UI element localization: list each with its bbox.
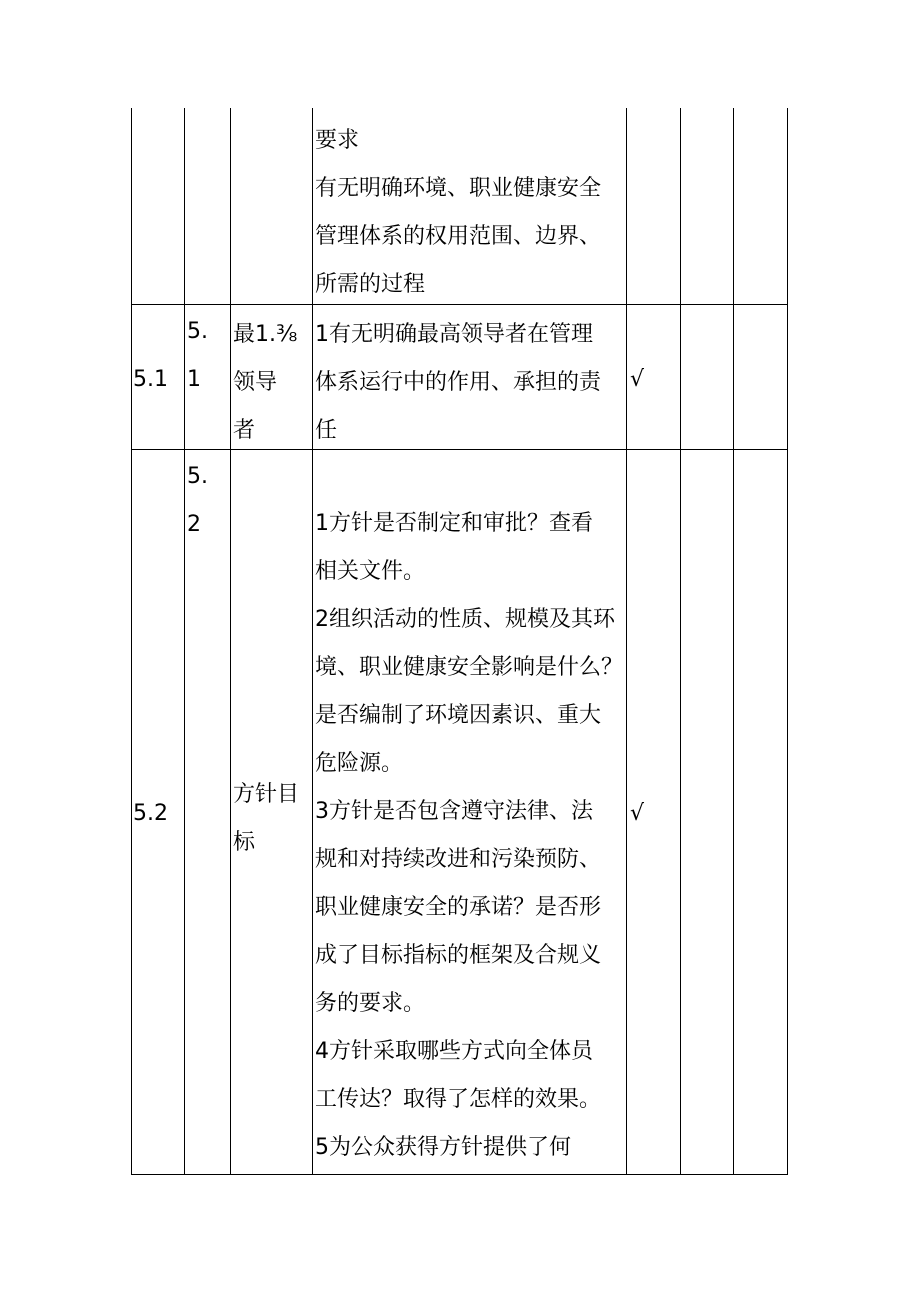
column-divider	[733, 108, 734, 1175]
requirement-text: 1方针是否制定和审批？查看 相关文件。 2组织活动的性质、规模及其环 境、职业健康安全影响是什么？ 是否编制了环境因素识、重大 危险源。 3方针是否包含遵守法律、法 规和对持续改进和污染预防、 职业健康安全的承诺？是否形 成了目标指标的框架及合规义 务的要求。 4方针采取哪些方式向全体员 工传达？取得了怎样的效果。 5为公众获得方针提供了何	[315, 511, 624, 1160]
clause-number: 5.1	[133, 367, 168, 392]
check-mark: √	[630, 367, 645, 392]
column-divider	[626, 108, 627, 1175]
sub-clause-number: 5. 2	[187, 464, 208, 537]
check-mark: √	[630, 801, 645, 826]
table-border-right	[787, 108, 788, 1175]
requirement-text: 1有无明确最高领导者在管理 体系运行中的作用、承担的责 任	[315, 322, 602, 443]
clause-number: 5.2	[133, 801, 168, 826]
column-divider	[230, 108, 231, 1175]
requirement-text: 要求 有无明确环境、职业健康安全 管理体系的权用范围、边界、 所需的过程	[315, 128, 602, 297]
audit-item: 最1.⅜ 领导 者	[233, 322, 298, 443]
table-border-bottom	[131, 1174, 788, 1175]
sub-clause-number: 5. 1	[187, 319, 208, 392]
table-border-left	[131, 108, 132, 1175]
column-divider	[680, 108, 681, 1175]
audit-item: 方针目 标	[233, 782, 300, 855]
column-divider	[184, 108, 185, 1175]
column-divider	[312, 108, 313, 1175]
